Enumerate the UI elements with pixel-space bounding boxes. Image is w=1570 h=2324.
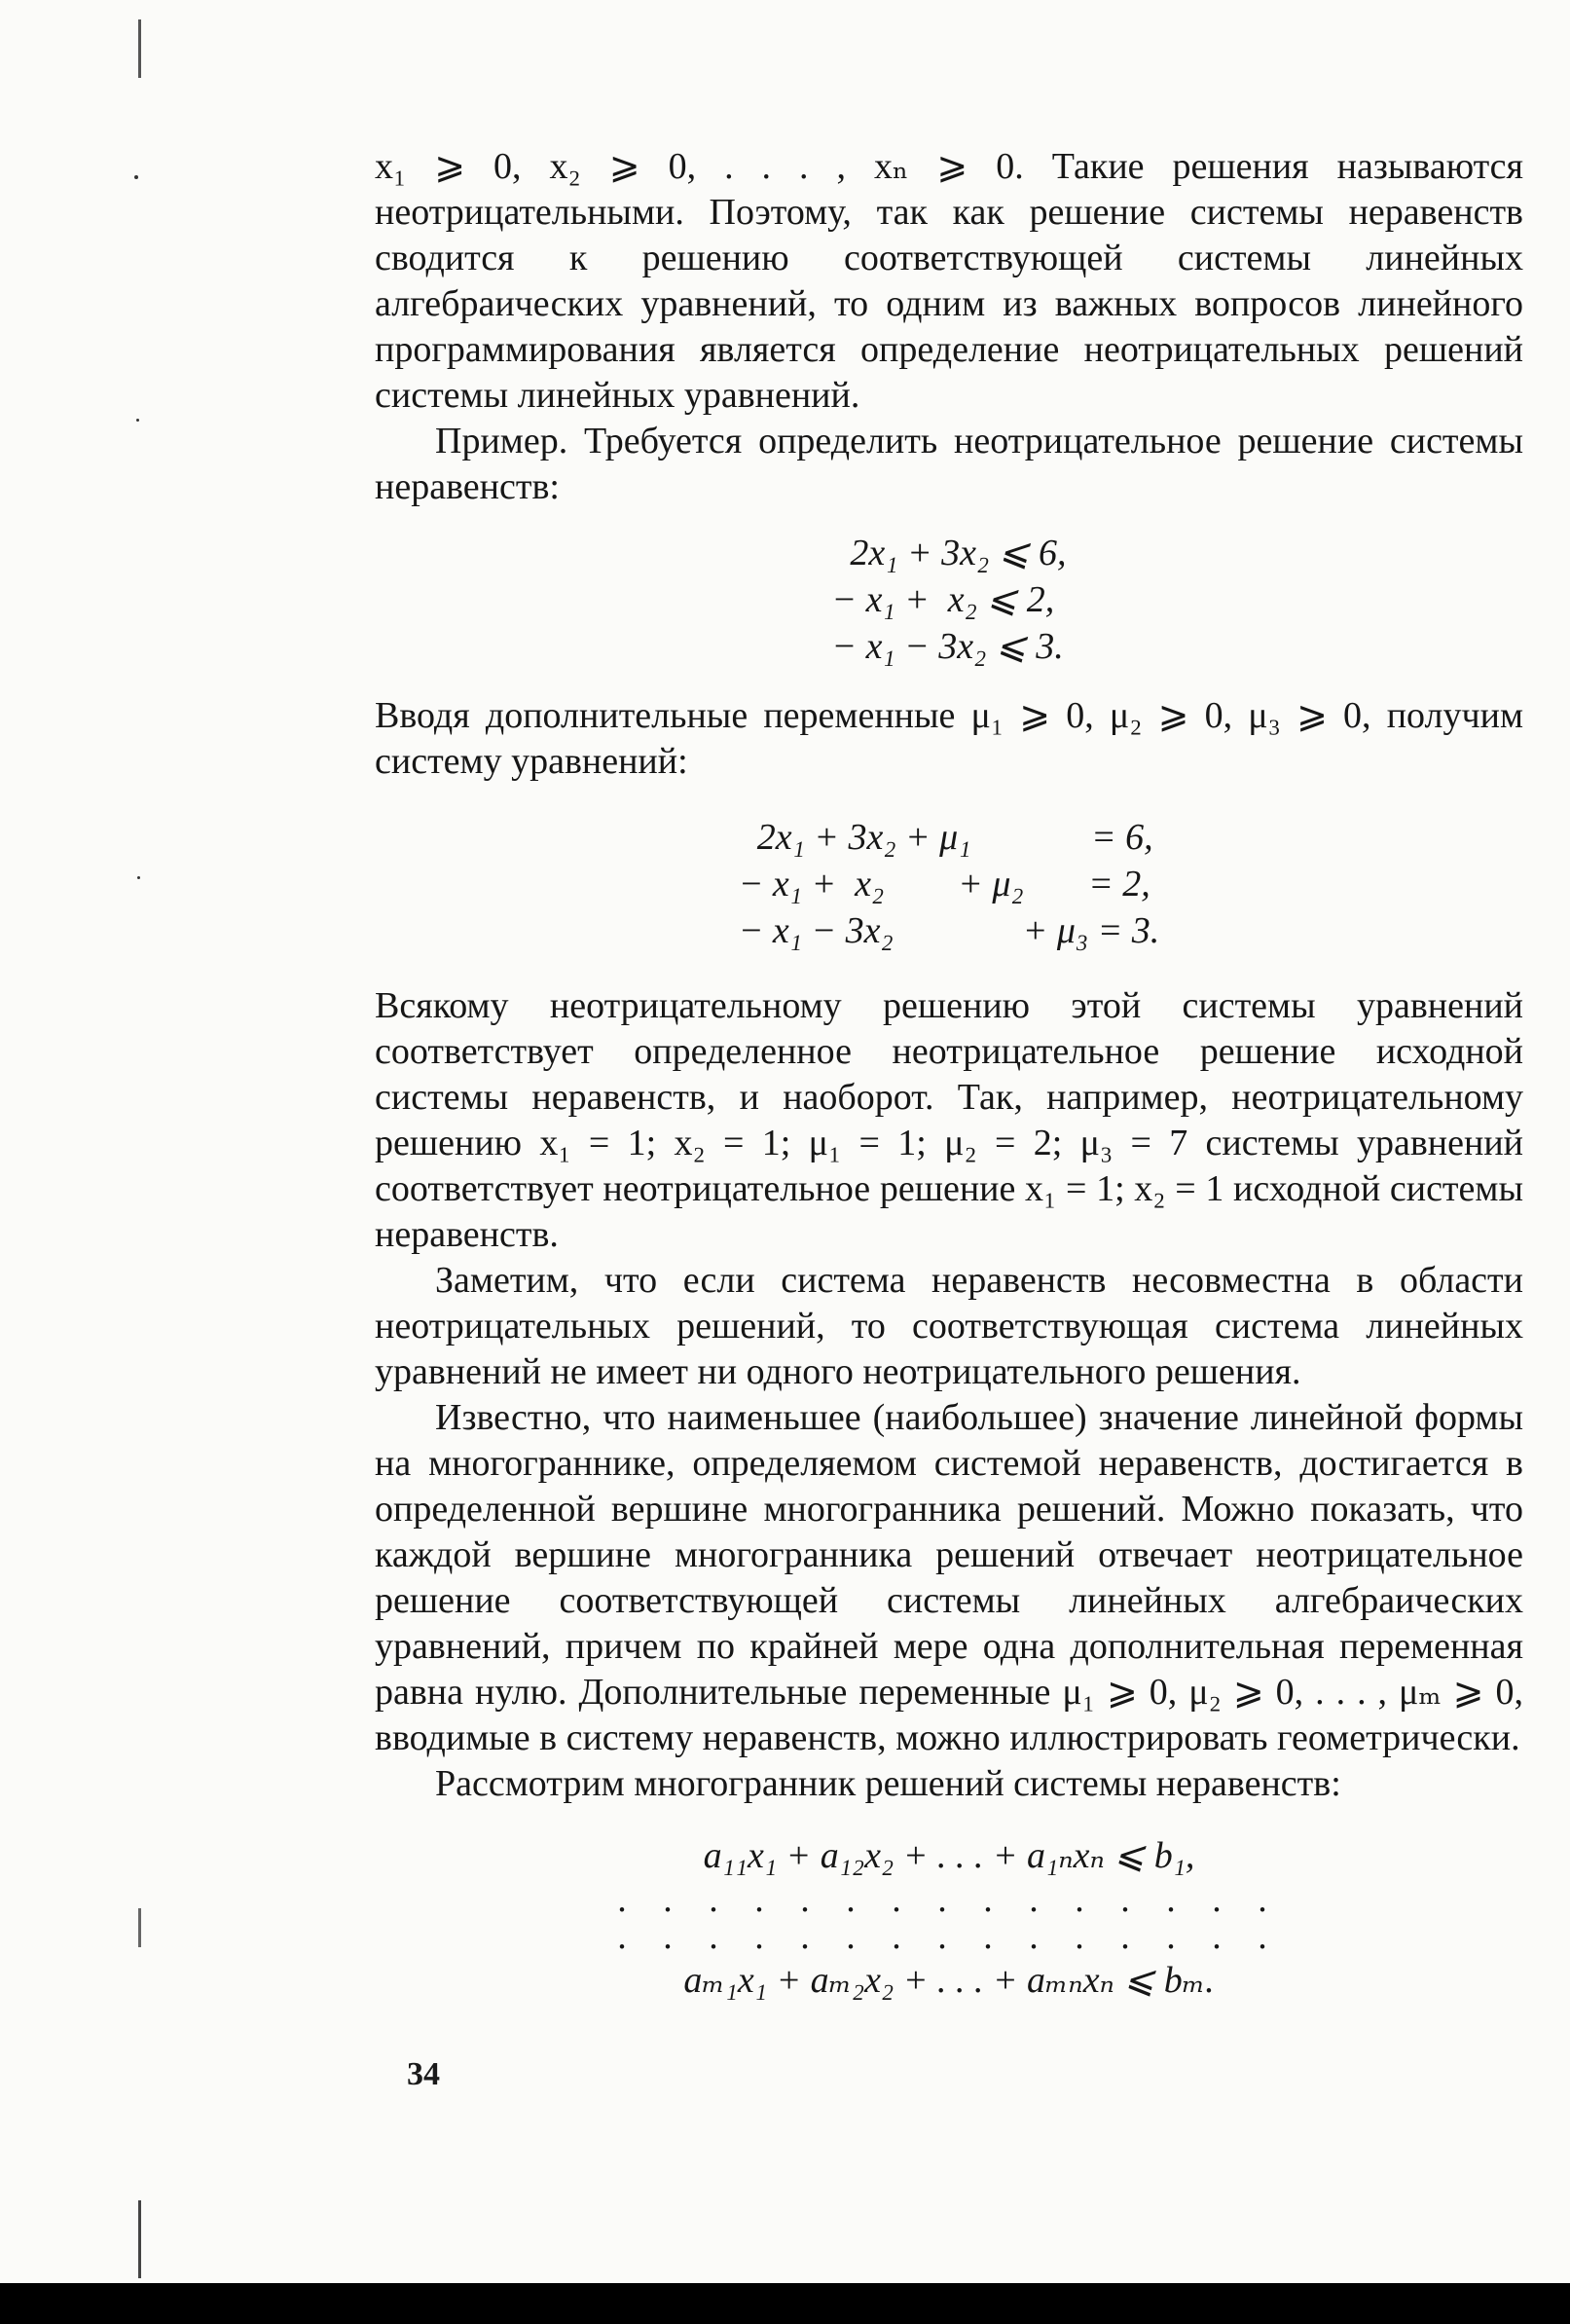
equation-row: − x₁ + x₂ + μ₂ = 2, bbox=[738, 864, 1150, 904]
inequality-row: − x₁ + x₂ ⩽ 2, bbox=[831, 579, 1055, 620]
ellipsis-row: . . . . . . . . . . . . . . . bbox=[617, 1916, 1281, 1957]
general-inequality-first-row: a₁₁x₁ + a₁₂x₂ + . . . + a₁ₙxₙ ⩽ b₁, bbox=[703, 1835, 1195, 1876]
paragraph-correspondence: Всякому неотрицательному решению этой системы уравнений соответствует определенное неотрицательное решение исходной системы неравенств, и наоборот. Так, например, неотрицательному решению x₁ = 1; x₂ = 1; μ₁ = 1; μ₂ = 2; μ₃ = 7 системы уравнений соответствует неотрицательное решение x₁ = 1; x₂ = 1 исходной системы неравенств. bbox=[375, 985, 1523, 1255]
paragraph-consider-polyhedron: Рассмотрим многогранник решений системы неравенств: bbox=[435, 1763, 1341, 1804]
equation-system bbox=[375, 814, 1523, 954]
scan-edge-marks bbox=[138, 0, 142, 2283]
inequality-system bbox=[375, 530, 1523, 670]
paragraph-incompatible: Заметим, что если система неравенств несовместна в области неотрицательных решений, то соответствующая система линейных уравнений не имеет ни одного неотрицательного решения. bbox=[375, 1260, 1523, 1392]
page-number: 34 bbox=[407, 2056, 440, 2092]
ellipsis-row: . . . . . . . . . . . . . . . bbox=[617, 1879, 1281, 1920]
paragraph-polyhedron-vertex: Известно, что наименьшее (наибольшее) значение линейной формы на многограннике, определяемом системой неравенств, достигается в определенной вершине многогранника решений. Можно показать, что каждой вершине многогранника решений отвечает неотрицательное решение соответствующей системы линейных алгебраических уравнений, причем по крайней мере одна дополнительная переменная равна нулю. Дополнительные переменные μ₁ ⩾ 0, μ₂ ⩾ 0, . . . , μₘ ⩾ 0, вводимые в систему неравенств, можно иллюстрировать геометрически. bbox=[375, 1397, 1523, 1758]
general-inequality-system bbox=[375, 1830, 1523, 2006]
equation-row: 2x₁ + 3x₂ + μ₁ = 6, bbox=[738, 817, 1153, 858]
inequality-row: 2x₁ + 3x₂ ⩽ 6, bbox=[831, 533, 1067, 573]
equation-row: − x₁ − 3x₂ + μ₃ = 3. bbox=[738, 910, 1160, 951]
general-inequality-last-row: aₘ₁x₁ + aₘ₂x₂ + . . . + aₘₙxₙ ⩽ bₘ. bbox=[683, 1960, 1215, 2001]
paragraph-example: Пример. Требуется определить неотрицательное решение системы неравенств: bbox=[375, 421, 1523, 507]
paragraph-additional-variables: Вводя дополнительные переменные μ₁ ⩾ 0, μ₂ ⩾ 0, μ₃ ⩾ 0, получим систему уравнений: bbox=[375, 695, 1523, 782]
inequality-row: − x₁ − 3x₂ ⩽ 3. bbox=[831, 626, 1064, 667]
page-text bbox=[375, 144, 1523, 2006]
paragraph-nonnegative-solutions: x₁ ⩾ 0, x₂ ⩾ 0, . . . , xₙ ⩾ 0. Такие решения называются неотрицательными. Поэтому, так как решение системы неравенств сводится к решению соответствующей системы линейных алгебраических уравнений, то одним из важных вопросов линейного программирования является определение неотрицательных решений системы линейных уравнений. bbox=[375, 146, 1523, 416]
